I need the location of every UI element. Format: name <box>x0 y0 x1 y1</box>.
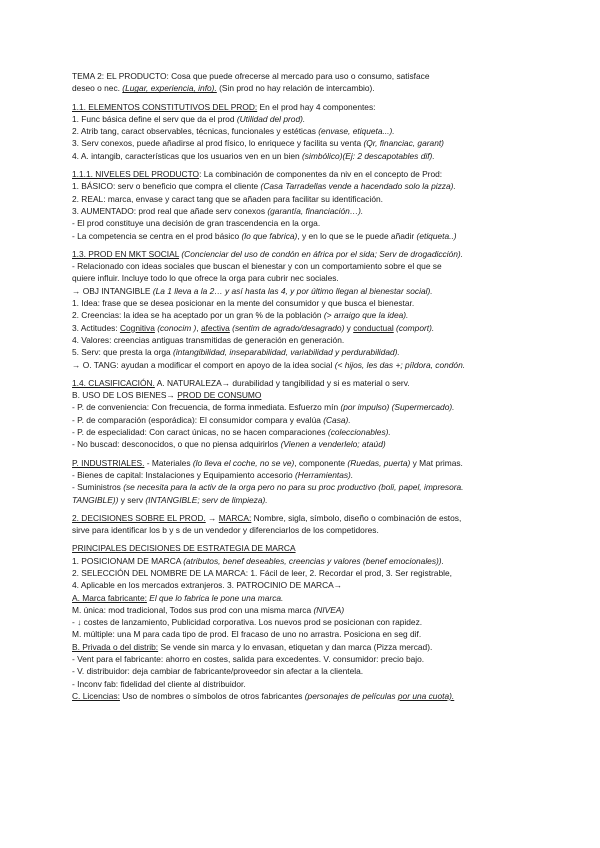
text-segment: MARCA: <box>218 512 252 523</box>
text-segment: (intangibilidad, inseparabilidad, variabilidad y perdurabilidad). <box>173 347 400 358</box>
text-line <box>72 285 532 297</box>
text-segment: - Vent para el fabricante: ahorro en costes, salida para excedentes. V. consumidor: precio bajo. <box>72 654 425 665</box>
text-segment: 2. SELECCIÓN DEL NOMBRE DE LA MARCA: 1. Fácil de leer, 2. Recordar el prod, 3. Ser registrable, <box>72 567 452 578</box>
text-segment: 5. Serv: que presta la orga <box>72 347 174 358</box>
text-segment: (sentim de agrado/desagrado) <box>232 322 345 333</box>
text-segment: (conocim ) <box>157 322 197 333</box>
text-line <box>72 113 532 125</box>
text-line <box>72 150 532 162</box>
text-segment: (< hijos, les das +; píldora, condón. <box>334 359 466 370</box>
text-segment: quiere influir. Incluye todo lo que ofrece la orga para cubrir nec sociales. <box>72 273 339 284</box>
text-line <box>72 414 532 426</box>
text-segment: 3. Actitudes: <box>72 322 120 333</box>
text-segment: por una cuota). <box>397 690 455 701</box>
text-segment: B. Privada o del distrib: <box>72 641 159 652</box>
text-segment: 1.4. CLASIFICACIÓN. <box>72 377 155 388</box>
text-line <box>72 567 532 579</box>
text-line <box>72 193 532 205</box>
text-line <box>72 616 532 628</box>
text-segment: 1.1.1. NIVELES DEL PRODUCTO <box>72 169 200 180</box>
text-line <box>72 555 532 567</box>
text-line <box>72 309 532 321</box>
text-line <box>72 678 532 690</box>
text-segment: (La 1 lleva a la 2… y así hasta las 4, y por último llegan al bienestar social). <box>152 285 433 296</box>
text-segment: P. INDUSTRIALES. <box>72 457 145 468</box>
text-line <box>72 389 532 401</box>
text-segment: (Concienciar del uso de condón en áfrica por el sida; Serv de drogadicción). <box>181 248 464 259</box>
text-line <box>72 628 532 640</box>
text-segment: 2. Atrib tang, caract observables, técnicas, funcionales y estéticas <box>72 126 319 137</box>
text-segment: (atributos, benef deseables, creencias y valores (benef emocionales)). <box>183 555 444 566</box>
text-segment: (NIVEA) <box>313 604 345 615</box>
text-segment: (Vienen a venderlelo; ataúd) <box>280 439 386 450</box>
text-segment: (personajes de películas <box>304 690 398 701</box>
text-segment: PRINCIPALES DECISIONES DE ESTRATEGIA DE MARCA <box>72 543 296 554</box>
text-line <box>72 438 532 450</box>
text-line <box>72 641 532 653</box>
text-line <box>72 82 532 94</box>
text-line <box>72 690 532 702</box>
text-segment: - ↓ costes de lanzamiento, Publicidad corporativa. Los nuevos prod se posicionan con rapidez. <box>72 617 423 628</box>
text-segment: → O. TANG: ayudan a modificar el comport en apoyo de la idea social <box>72 359 335 370</box>
text-line <box>72 481 532 493</box>
text-line <box>72 137 532 149</box>
text-segment: y Mat primas. <box>410 457 463 468</box>
text-segment: (Casa Tarradellas vende a hacendado solo la pizza). <box>260 181 456 192</box>
text-segment: - P. de conveniencia: Con frecuencia, de forma inmediata. Esfuerzo mín <box>72 402 341 413</box>
text-line <box>72 653 532 665</box>
text-segment: (lo que fabrica) <box>241 230 298 241</box>
text-segment: - Suministros <box>72 482 124 493</box>
text-segment: TANGIBLE)) <box>72 494 119 505</box>
text-line <box>72 180 532 192</box>
text-segment: M. múltiple: una M para cada tipo de prod. El fracaso de uno no arrastra. Posiciona en seg dif. <box>72 629 422 640</box>
text-segment: B. USO DE LOS BIENES→ <box>72 390 178 401</box>
text-segment: - Materiales <box>144 457 193 468</box>
text-line <box>72 322 532 334</box>
text-segment: 4. Aplicable en los mercados extranjeros. 3. PATROCINIO DE MARCA→ <box>72 580 343 591</box>
text-segment: 2. DECISIONES SOBRE EL PROD. <box>72 512 206 523</box>
text-segment: C. Licencias: <box>72 690 120 701</box>
text-line <box>72 297 532 309</box>
text-segment: En el prod hay 4 componentes: <box>257 101 376 112</box>
text-segment: (Sin prod no hay relación de intercambio). <box>216 83 375 94</box>
text-segment: 1.3. PROD EN MKT SOCIAL <box>72 248 180 259</box>
text-line <box>72 272 532 284</box>
text-segment: , componente <box>294 457 348 468</box>
text-segment: afectiva <box>200 322 230 333</box>
text-segment: Se vende sin marca y lo envasan, etiquetan y dan marca (Pizza mercad). <box>158 641 433 652</box>
text-segment: - V. distribuidor: deja cambiar de fabricante/proveedor sin afectar a la clientela. <box>72 666 364 677</box>
text-line <box>72 205 532 217</box>
text-line <box>72 604 532 616</box>
text-segment: Cognitiva <box>119 322 155 333</box>
text-segment: (por impulso) (Supermercado). <box>340 402 455 413</box>
text-segment: 4. A. intangib, características que los usuarios ven en un bien <box>72 150 302 161</box>
text-segment: sirve para identificar los b y s de un vendedor y diferenciarlos de los competidores. <box>72 525 379 536</box>
text-line <box>72 457 532 469</box>
text-segment: 4. Valores: creencias antiguas transmitidas de generación en generación. <box>72 334 345 345</box>
text-segment: El que lo fabrica le pone una marca. <box>149 592 284 603</box>
text-line <box>72 125 532 137</box>
text-segment: (Casa). <box>323 414 351 425</box>
text-segment: (Utilidad del prod). <box>236 113 306 124</box>
text-segment: → OBJ INTANGIBLE <box>72 285 153 296</box>
text-segment: (garantía, financiación…). <box>267 205 364 216</box>
text-segment: PROD DE CONSUMO <box>177 390 262 401</box>
text-segment: 1. POSICIONAM DE MARCA <box>72 555 184 566</box>
text-segment: (INTANGIBLE; serv de limpieza). <box>145 494 268 505</box>
text-line <box>72 101 532 113</box>
text-line <box>72 665 532 677</box>
text-line <box>72 377 532 389</box>
text-segment: - Relacionado con ideas sociales que buscan el bienestar y con un comportamiento sobre el que se <box>72 261 442 272</box>
text-line <box>72 334 532 346</box>
text-segment: (etiqueta..) <box>416 230 457 241</box>
text-line <box>72 168 532 180</box>
text-segment: 2. Creencias: la idea se ha aceptado por un gran % de la población <box>72 310 324 321</box>
text-segment: (simbólico)(Ej: 2 descapotables dif). <box>302 150 435 161</box>
text-segment: (lo lleva el coche, no se ve) <box>192 457 295 468</box>
text-line <box>72 579 532 591</box>
text-segment: Nombre, sigla, símbolo, diseño o combinación de estos, <box>251 512 462 523</box>
text-segment: - La competencia se centra en el prod básico <box>72 230 242 241</box>
text-segment: - El prod constituye una decisión de gran trascendencia en la orga. <box>72 218 321 229</box>
text-segment: A. NATURALEZA→ durabilidad y tangibilidad y si es material o serv. <box>154 377 410 388</box>
text-segment: A. Marca fabricante: <box>72 592 147 603</box>
text-segment: (comport). <box>396 322 435 333</box>
document-body <box>72 70 532 702</box>
text-segment: : La combinación de componentes da niv en el concepto de Prod: <box>199 169 443 180</box>
text-segment: 1. BÁSICO: serv o beneficio que compra el cliente <box>72 181 261 192</box>
text-segment: Uso de nombres o símbolos de otros fabricantes <box>119 690 305 701</box>
text-line <box>72 359 532 371</box>
text-segment: - Inconv fab: fidelidad del cliente al distribuidor. <box>72 678 246 689</box>
text-line <box>72 401 532 413</box>
text-segment: → <box>205 512 219 523</box>
text-segment: 3. AUMENTADO: prod real que añade serv conexos <box>72 205 268 216</box>
text-segment: 2. REAL: marca, envase y caract tang que se añaden para facilitar su identificación. <box>72 193 383 204</box>
text-line <box>72 542 532 554</box>
text-line <box>72 494 532 506</box>
text-segment: (Qr, financiac, garant) <box>363 138 444 149</box>
text-segment: (Lugar, experiencia, info). <box>122 83 217 94</box>
text-line <box>72 70 532 82</box>
text-segment: (envase, etiqueta...). <box>318 126 395 137</box>
text-line <box>72 592 532 604</box>
text-segment: - P. de especialidad: Con caract únicas, no se hacen comparaciones <box>72 427 328 438</box>
text-line <box>72 260 532 272</box>
text-segment: , y en lo que se le puede añadir <box>297 230 417 241</box>
text-segment: - Bienes de capital: Instalaciones y Equipamiento accesorio <box>72 469 295 480</box>
text-line <box>72 248 532 260</box>
text-segment: y <box>344 322 354 333</box>
text-line <box>72 230 532 242</box>
text-segment: deseo o nec. <box>72 83 123 94</box>
text-segment: y serv <box>118 494 146 505</box>
text-segment: (boli, papel, impresora. <box>378 482 464 493</box>
text-segment: (Ruedas, puerta) <box>347 457 411 468</box>
text-segment: 1. Idea: frase que se desea posicionar en la mente del consumidor y que busca el bienestar. <box>72 298 415 309</box>
text-line <box>72 346 532 358</box>
text-segment: (coleccionables). <box>327 427 391 438</box>
text-line <box>72 512 532 524</box>
text-segment: 1.1. ELEMENTOS CONSTITUTIVOS DEL PROD: <box>72 101 258 112</box>
text-segment: (Herramientas). <box>295 469 354 480</box>
text-segment: 3. Serv conexos, puede añadirse al prod físico, lo enriquece y facilita su venta <box>72 138 364 149</box>
text-segment: (> arraigo que la idea). <box>323 310 409 321</box>
text-segment: M. única: mod tradicional, Todos sus prod con una misma marca <box>72 604 314 615</box>
text-line <box>72 217 532 229</box>
text-segment: - P. de comparación (esporádica): El consumidor compara y evalúa <box>72 414 324 425</box>
text-segment: 1. Func básica define el serv que da el prod <box>72 113 237 124</box>
text-line <box>72 524 532 536</box>
text-line <box>72 426 532 438</box>
text-segment: - No buscad: desconocidos, o que no piensa adquirirlos <box>72 439 281 450</box>
text-line <box>72 469 532 481</box>
text-segment: TEMA 2: EL PRODUCTO: Cosa que puede ofrecerse al mercado para uso o consumo, satisface <box>72 71 430 81</box>
text-segment: (se necesita para la activ de la orga pero no para su proc productivo <box>123 482 376 493</box>
text-segment: conductual <box>353 322 394 333</box>
text-segment: , <box>196 322 201 333</box>
